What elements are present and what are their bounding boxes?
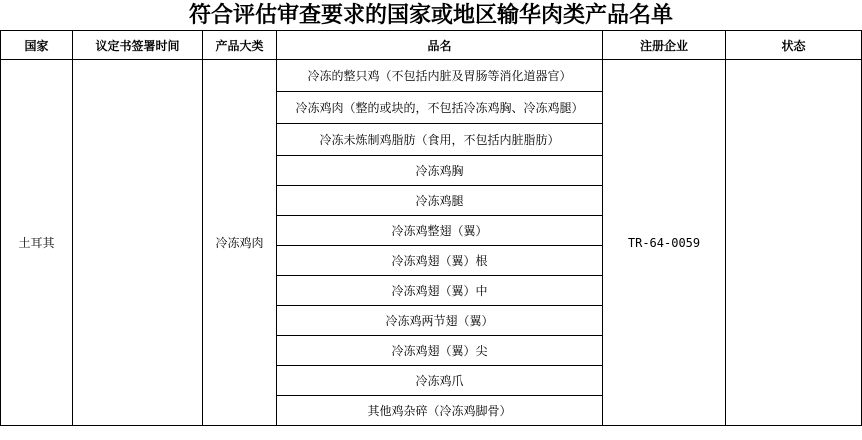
date-cell <box>73 60 203 426</box>
product-cell: 冷冻鸡爪 <box>277 366 603 396</box>
product-cell: 冷冻鸡肉（整的或块的，不包括冷冻鸡胸、冷冻鸡腿） <box>277 92 603 124</box>
header-country: 国家 <box>1 31 73 60</box>
product-cell: 冷冻鸡两节翅（翼） <box>277 306 603 336</box>
product-cell: 冷冻的整只鸡（不包括内脏及胃肠等消化道器官） <box>277 60 603 92</box>
enterprise-cell <box>603 60 726 426</box>
page-title: 符合评估审查要求的国家或地区输华肉类产品名单 <box>188 2 673 28</box>
enterprise-code: TR-64-0059 <box>627 235 701 250</box>
product-cell: 其他鸡杂碎（冷冻鸡脚骨） <box>277 396 603 426</box>
product-cell: 冷冻鸡腿 <box>277 186 603 216</box>
product-cell: 冷冻鸡翅（翼）根 <box>277 246 603 276</box>
country-cell: 土耳其 <box>1 60 73 426</box>
header-date: 议定书签署时间 <box>73 31 203 60</box>
header-enterprise: 注册企业 <box>603 31 726 60</box>
product-cell: 冷冻鸡翅（翼）尖 <box>277 336 603 366</box>
product-cell: 冷冻鸡整翅（翼） <box>277 216 603 246</box>
category-cell: 冷冻鸡肉 <box>203 60 277 426</box>
product-cell: 冷冻未炼制鸡脂肪（食用，不包括内脏脂肪） <box>277 124 603 156</box>
table-row <box>1 60 862 92</box>
header-row <box>1 31 862 60</box>
product-cell: 冷冻鸡翅（翼）中 <box>277 276 603 306</box>
product-table <box>0 30 862 426</box>
status-cell <box>726 60 862 426</box>
header-status: 状态 <box>726 31 862 60</box>
product-cell: 冷冻鸡胸 <box>277 156 603 186</box>
header-category: 产品大类 <box>203 31 277 60</box>
header-product: 品名 <box>277 31 603 60</box>
